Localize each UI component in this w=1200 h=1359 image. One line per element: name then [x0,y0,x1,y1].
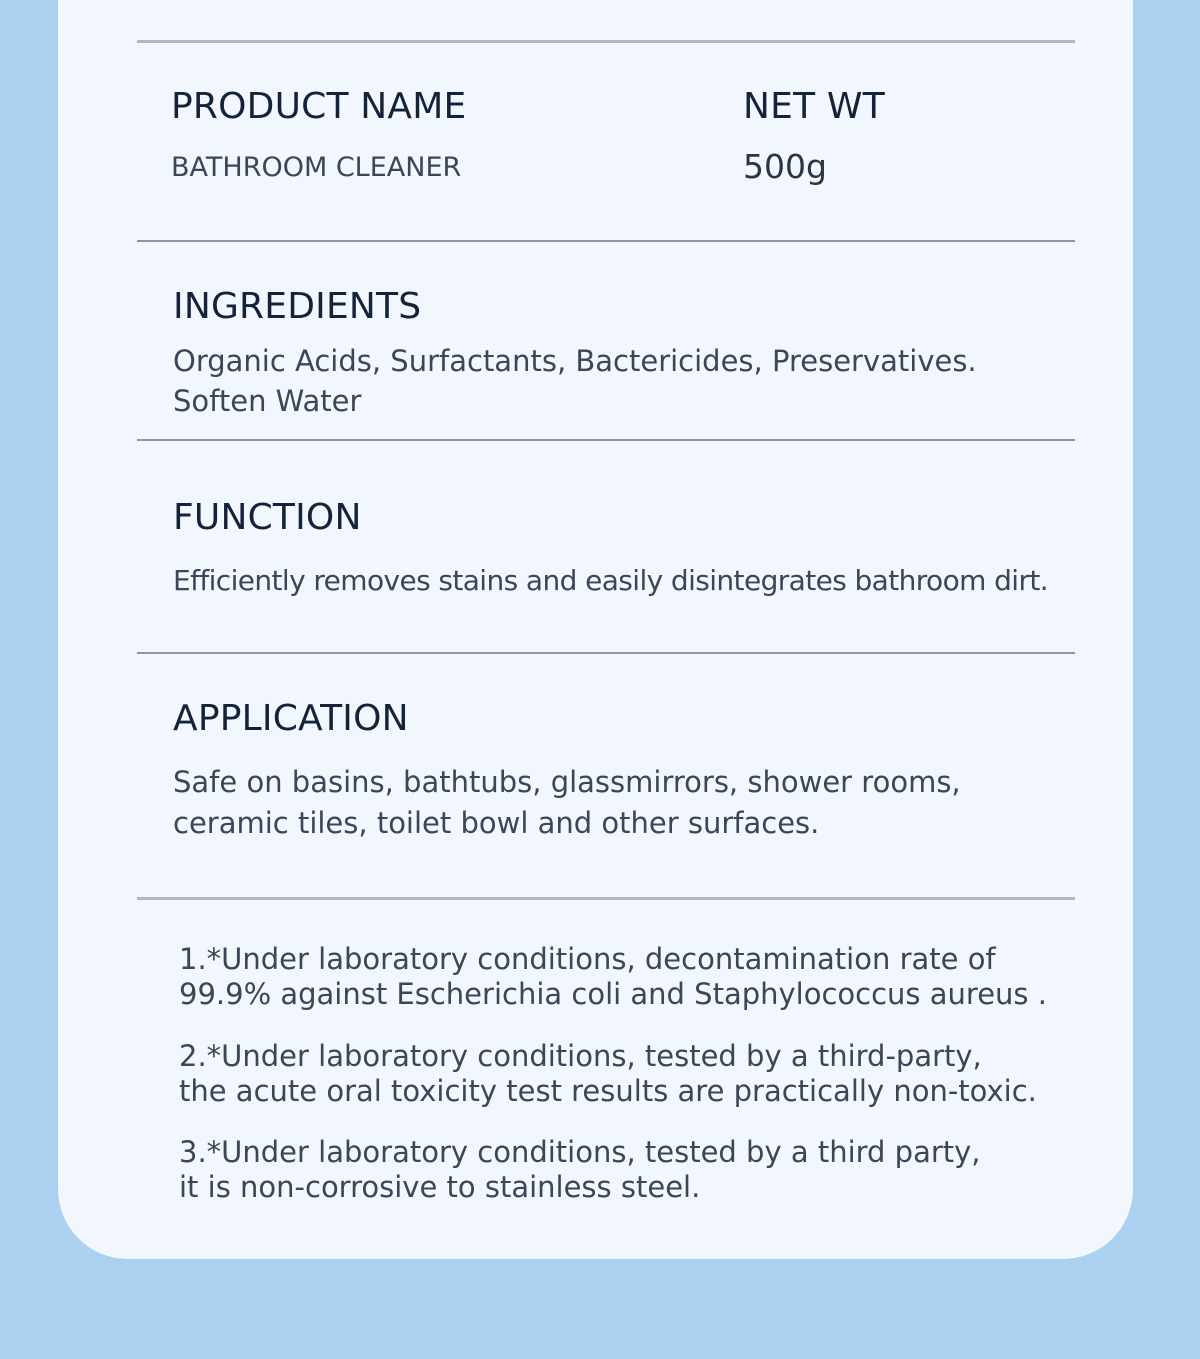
application-line: ceramic tiles, toilet bowl and other surfaces. [173,806,820,840]
product-name-label: PRODUCT NAME [171,86,467,127]
note-line: 3.*Under laboratory conditions, tested by a third party, [179,1135,981,1169]
divider-ingredients [137,240,1075,242]
ingredients-line: Soften Water [173,384,362,418]
divider-function [137,439,1075,441]
note-line: it is non-corrosive to stainless steel. [179,1170,701,1204]
net-weight-value: 500g [743,147,827,186]
note-line: 2.*Under laboratory conditions, tested by a third-party, [179,1039,982,1073]
application-line: Safe on basins, bathtubs, glassmirrors, shower rooms, [173,765,961,799]
net-weight-label: NET WT [743,86,885,127]
divider-top [137,40,1075,43]
divider-notes [137,897,1075,900]
note-line: the acute oral toxicity test results are practically non-toxic. [179,1074,1037,1108]
ingredients-line: Organic Acids, Surfactants, Bactericides, Preservatives. [173,344,977,378]
product-name-value: BATHROOM CLEANER [171,152,462,183]
function-title: FUNCTION [173,497,362,538]
note-line: 99.9% against Escherichia coli and Staphylococcus aureus . [179,977,1047,1011]
ingredients-title: INGREDIENTS [173,286,422,327]
application-title: APPLICATION [173,698,409,739]
function-text: Efficiently removes stains and easily disintegrates bathroom dirt. [173,564,1049,597]
note-line: 1.*Under laboratory conditions, decontamination rate of [179,942,996,976]
divider-application [137,652,1075,654]
